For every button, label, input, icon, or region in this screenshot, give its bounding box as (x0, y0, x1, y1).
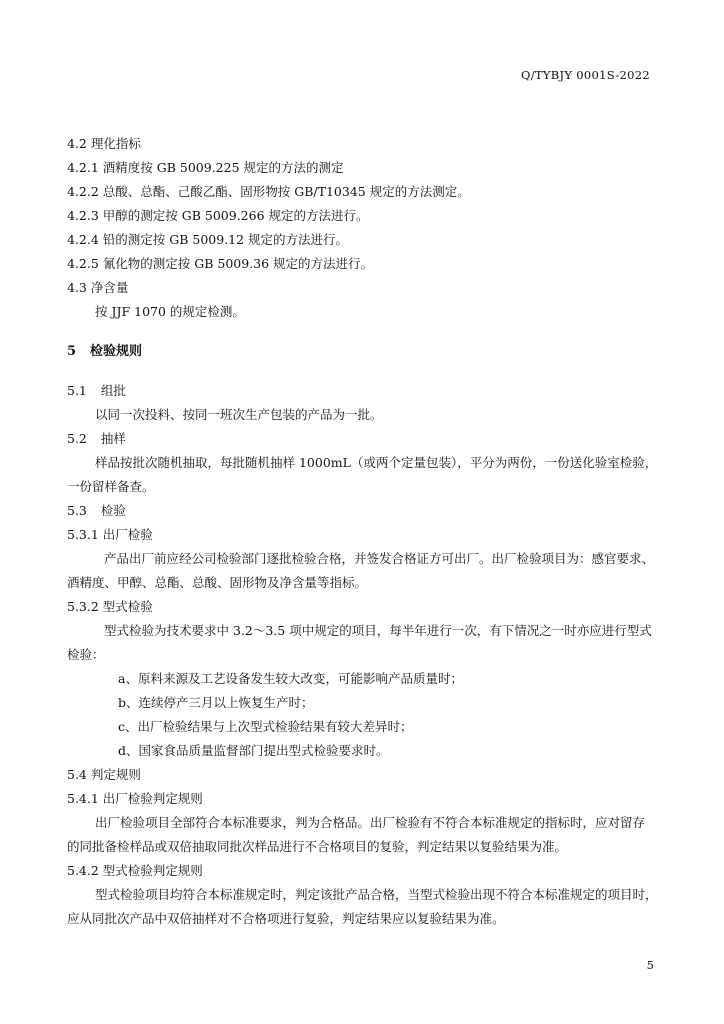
section-5-4-1-title: 5.4.1 出厂检验判定规则 (67, 791, 203, 806)
list-item-c: c、出厂检验结果与上次型式检验结果有较大差异时； (118, 719, 413, 734)
section-5-3-heading (67, 502, 658, 520)
section-4-2-title: 4.2 理化指标 (67, 136, 141, 151)
section-4-2-2: 4.2.2 总酸、总酯、己酸乙酯、固形物按 GB/T10345 规定的方法测定。 (67, 184, 470, 199)
list-item-a: a、原料来源及工艺设备发生较大改变，可能影响产品质量时； (118, 671, 463, 686)
section-5-2-text-line-2: 一份留样备查。 (67, 479, 155, 494)
section-4-2-3: 4.2.3 甲醇的测定按 GB 5009.266 规定的方法进行。 (67, 208, 369, 223)
page-number: 5 (646, 958, 654, 972)
document-code: Q/TYBJY 0001S-2022 (521, 68, 650, 82)
section-5-4-2-text-line-2: 应从同批次产品中双倍抽样对不合格项进行复验，判定结果应以复验结果为准。 (67, 911, 505, 926)
section-5-3-1-text-line-1: 产品出厂前应经公司检验部门逐批检验合格，并签发合格证方可出厂。出厂检验项目为：感官要求、 (104, 551, 655, 566)
section-5-3-1-title: 5.3.1 出厂检验 (67, 527, 153, 542)
section-5-3-1-text-line-2: 酒精度、甲醇、总酯、总酸、固形物及净含量等指标。 (67, 575, 368, 590)
section-4-3-title: 4.3 净含量 (67, 280, 129, 295)
section-4-2-4: 4.2.4 铅的测定按 GB 5009.12 规定的方法进行。 (67, 232, 349, 247)
section-5-3-title: 检验 (100, 503, 126, 518)
section-5-3-2-title: 5.3.2 型式检验 (67, 599, 153, 614)
list-item-b: b、连续停产三月以上恢复生产时； (118, 695, 314, 710)
section-5-1-text: 以同一次投料、按同一班次生产包装的产品为一批。 (95, 407, 383, 422)
section-5-2-heading (67, 430, 658, 448)
section-5-2-number: 5.2 (67, 431, 87, 446)
section-5-2-text-line-1: 样品按批次随机抽取，每批随机抽样 1000mL（或两个定量包装），平分为两份，一份送化验室检验， (95, 455, 658, 470)
section-5-2-title: 抽样 (100, 431, 126, 446)
section-5-4-2-title: 5.4.2 型式检验判定规则 (67, 863, 203, 878)
section-5-4-title: 5.4 判定规则 (67, 767, 141, 782)
section-5-1-title: 组批 (100, 383, 126, 398)
section-5-number: 5 (67, 344, 77, 359)
section-4-2-5: 4.2.5 氰化物的测定按 GB 5009.36 规定的方法进行。 (67, 256, 374, 271)
section-4-2-1: 4.2.1 酒精度按 GB 5009.225 规定的方法的测定 (67, 160, 344, 175)
section-5-1-heading (67, 382, 658, 400)
section-5-3-2-text-line-1: 型式检验为技术要求中 3.2～3.5 项中规定的项目，每半年进行一次，有下情况之一时亦应进行型式 (104, 623, 652, 638)
section-4-3-text: 按 JJF 1070 的规定检测。 (95, 304, 245, 319)
section-5-4-2-text-line-1: 型式检验项目均符合本标准规定时，判定该批产品合格，当型式检验出现不符合本标准规定的项目时， (95, 887, 658, 902)
section-5-1-number: 5.1 (67, 383, 87, 398)
section-5-title: 检验规则 (90, 344, 143, 359)
section-5-3-2-text-line-2: 检验： (67, 647, 105, 662)
section-5-3-number: 5.3 (67, 503, 87, 518)
list-item-d: d、国家食品质量监督部门提出型式检验要求时。 (118, 743, 389, 758)
section-5-heading (67, 343, 658, 361)
section-5-4-1-text-line-1: 出厂检验项目全部符合本标准要求，判为合格品。出厂检验有不符合本标准规定的指标时，应对留存 (95, 815, 646, 830)
section-5-4-1-text-line-2: 的同批备检样品或双倍抽取同批次样品进行不合格项目的复验，判定结果以复验结果为准。 (67, 839, 568, 854)
